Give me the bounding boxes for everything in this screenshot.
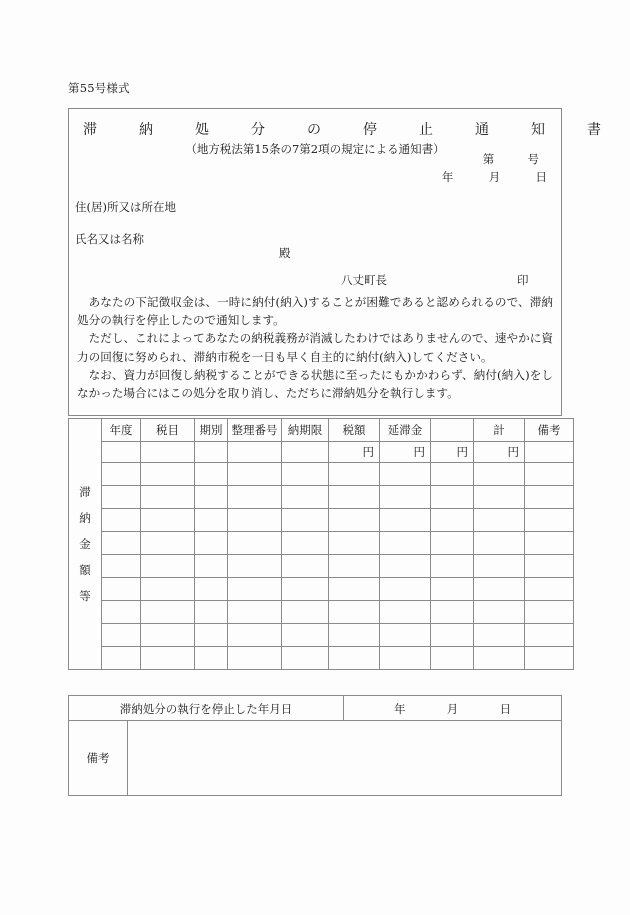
table-row[interactable]: [69, 463, 574, 486]
cell-due-date[interactable]: [282, 578, 329, 601]
unit-cell-period: [195, 442, 228, 463]
cell-tax-amount[interactable]: [329, 578, 380, 601]
cell-tax-item[interactable]: [141, 463, 195, 486]
body-paragraph-2: ただし、これによってあなたの納税義務が消滅したわけではありませんので、速やかに資力の回復に努められ、滞納市税を一日も早く自主的に納付(納入)してください。: [77, 331, 553, 364]
table-row[interactable]: [69, 509, 574, 532]
row-group-label-char-2: 納: [79, 511, 91, 525]
page-title: 滞 納 処 分 の 停 止 通 知 書: [83, 122, 615, 138]
cell-delinquency-charge[interactable]: [380, 555, 431, 578]
cell-period[interactable]: [195, 463, 228, 486]
cell-remarks[interactable]: [525, 555, 574, 578]
cell-remarks[interactable]: [525, 509, 574, 532]
unit-cell-remarks: [525, 442, 574, 463]
cell-total[interactable]: [474, 532, 525, 555]
delinquent-amount-table: [68, 418, 574, 670]
cell-tax-item[interactable]: [141, 601, 195, 624]
row-group-label-char-3: 金: [79, 537, 91, 551]
cell-blank[interactable]: [431, 463, 474, 486]
address-label: 住(居)所又は所在地: [75, 200, 176, 214]
cell-tax-amount[interactable]: [329, 647, 380, 670]
cell-fiscal-year[interactable]: [102, 532, 141, 555]
cell-period[interactable]: [195, 486, 228, 509]
table-row[interactable]: [69, 624, 574, 647]
cell-reference-number[interactable]: [228, 509, 282, 532]
cell-delinquency-charge[interactable]: [380, 463, 431, 486]
row-group-label: [69, 419, 102, 670]
name-label: 氏名又は名称: [75, 232, 144, 246]
suspension-date-row: [69, 696, 562, 723]
cell-blank[interactable]: [431, 624, 474, 647]
column-header-reference-number: 整理番号: [228, 419, 282, 442]
unit-cell-tax-item: [141, 442, 195, 463]
remarks-label: 備考: [69, 721, 128, 796]
date-day-label: 日: [535, 170, 547, 184]
cell-blank[interactable]: [431, 578, 474, 601]
cell-remarks[interactable]: [525, 647, 574, 670]
notice-body: [77, 293, 553, 402]
column-header-tax-amount: 税額: [329, 419, 380, 442]
cell-reference-number[interactable]: [228, 647, 282, 670]
cell-reference-number[interactable]: [228, 601, 282, 624]
cell-blank[interactable]: [431, 509, 474, 532]
body-paragraph-3: なお、資力が回復し納税することができる状態に至ったにもかかわらず、納付(納入)をしなかった場合にはこの処分を取り消し、ただちに滞納処分を執行します。: [77, 367, 553, 401]
cell-fiscal-year[interactable]: [102, 578, 141, 601]
cell-blank[interactable]: [431, 555, 474, 578]
cell-remarks[interactable]: [525, 463, 574, 486]
cell-due-date[interactable]: [282, 624, 329, 647]
table-row[interactable]: [69, 555, 574, 578]
unit-cell-tax-amount: 円: [329, 442, 380, 463]
cell-fiscal-year[interactable]: [102, 624, 141, 647]
cell-total[interactable]: [474, 624, 525, 647]
honorific-label: 殿: [279, 246, 291, 260]
column-header-remarks: 備考: [525, 419, 574, 442]
unit-cell-blank: 円: [431, 442, 474, 463]
cell-remarks[interactable]: [525, 578, 574, 601]
cell-blank[interactable]: [431, 647, 474, 670]
column-header-total: 計: [474, 419, 525, 442]
cell-reference-number[interactable]: [228, 486, 282, 509]
column-header-delinquency-charge: 延滞金: [380, 419, 431, 442]
unit-cell-total: 円: [474, 442, 525, 463]
cell-period[interactable]: [195, 624, 228, 647]
cell-delinquency-charge[interactable]: [380, 647, 431, 670]
page-subtitle: （地方税法第15条の7第2項の規定による通知書）: [185, 142, 445, 156]
unit-cell-fiscal-year: [102, 442, 141, 463]
cell-reference-number[interactable]: [228, 624, 282, 647]
suspension-month-label: 月: [446, 702, 459, 716]
row-group-label-char-5: 等: [79, 589, 91, 603]
table-header-row: [69, 419, 574, 442]
suspension-date-table-body: [69, 696, 562, 723]
cell-remarks[interactable]: [525, 532, 574, 555]
suspension-date-label: 滞納処分の執行を停止した年月日: [69, 696, 344, 723]
table-row[interactable]: [69, 578, 574, 601]
cell-tax-amount[interactable]: [329, 532, 380, 555]
cell-due-date[interactable]: [282, 601, 329, 624]
cell-tax-item[interactable]: [141, 486, 195, 509]
cell-delinquency-charge[interactable]: [380, 509, 431, 532]
column-header-blank: [431, 419, 474, 442]
cell-remarks[interactable]: [525, 486, 574, 509]
document-number-label: 第: [482, 152, 495, 166]
cell-period[interactable]: [195, 555, 228, 578]
row-group-label-char-4: 額: [79, 563, 91, 577]
cell-delinquency-charge[interactable]: [380, 532, 431, 555]
cell-remarks[interactable]: [525, 601, 574, 624]
seal-label: 印: [517, 273, 529, 287]
cell-reference-number[interactable]: [228, 532, 282, 555]
cell-fiscal-year[interactable]: [102, 601, 141, 624]
cell-reference-number[interactable]: [228, 578, 282, 601]
cell-tax-amount[interactable]: [329, 509, 380, 532]
cell-fiscal-year[interactable]: [102, 555, 141, 578]
suspension-day-label: 日: [499, 702, 512, 716]
body-paragraph-1: あなたの下記徴収金は、一時に納付(納入)することが困難であると認められるので、滞納処分の執行を停止したので通知します。: [77, 295, 553, 328]
cell-tax-item[interactable]: [141, 578, 195, 601]
cell-total[interactable]: [474, 463, 525, 486]
unit-cell-reference-number: [228, 442, 282, 463]
table-row[interactable]: [69, 647, 574, 670]
cell-total[interactable]: [474, 486, 525, 509]
currency-unit-row: [69, 442, 574, 463]
cell-total[interactable]: [474, 601, 525, 624]
cell-tax-item[interactable]: [141, 555, 195, 578]
cell-remarks[interactable]: [525, 624, 574, 647]
cell-fiscal-year[interactable]: [102, 509, 141, 532]
table-row[interactable]: [69, 532, 574, 555]
cell-tax-amount[interactable]: [329, 555, 380, 578]
cell-tax-item[interactable]: [141, 532, 195, 555]
column-header-due-date: 納期限: [282, 419, 329, 442]
cell-reference-number[interactable]: [228, 555, 282, 578]
cell-tax-amount[interactable]: [329, 463, 380, 486]
cell-blank[interactable]: [431, 486, 474, 509]
cell-due-date[interactable]: [282, 532, 329, 555]
unit-cell-due-date: [282, 442, 329, 463]
cell-tax-amount[interactable]: [329, 601, 380, 624]
cell-total[interactable]: [474, 555, 525, 578]
cell-due-date[interactable]: [282, 486, 329, 509]
cell-due-date[interactable]: [282, 463, 329, 486]
cell-delinquency-charge[interactable]: [380, 486, 431, 509]
document-number-line: [483, 151, 539, 167]
column-header-fiscal-year: 年度: [102, 419, 141, 442]
form-number: 第55号様式: [68, 81, 130, 95]
cell-tax-item[interactable]: [141, 509, 195, 532]
cell-blank[interactable]: [431, 532, 474, 555]
column-header-period: 期別: [195, 419, 228, 442]
issuer-label: 八丈町長: [341, 273, 387, 287]
cell-due-date[interactable]: [282, 509, 329, 532]
remarks-row: [69, 721, 562, 796]
cell-tax-item[interactable]: [141, 647, 195, 670]
unit-cell-delinquency-charge: 円: [380, 442, 431, 463]
cell-period[interactable]: [195, 509, 228, 532]
cell-tax-item[interactable]: [141, 624, 195, 647]
cell-delinquency-charge[interactable]: [380, 601, 431, 624]
cell-total[interactable]: [474, 578, 525, 601]
row-group-label-vertical: [69, 479, 101, 609]
cell-period[interactable]: [195, 647, 228, 670]
remarks-table: [68, 720, 562, 796]
delinquent-amount-table-body: [69, 419, 574, 670]
column-header-tax-item: 税目: [141, 419, 195, 442]
cell-reference-number[interactable]: [228, 463, 282, 486]
cell-period[interactable]: [195, 532, 228, 555]
suspension-year-label: 年: [393, 702, 406, 716]
cell-total[interactable]: [474, 509, 525, 532]
cell-fiscal-year[interactable]: [102, 486, 141, 509]
date-year-label: 年: [441, 170, 454, 184]
cell-due-date[interactable]: [282, 555, 329, 578]
document-date-line: [442, 169, 547, 185]
table-row[interactable]: [69, 486, 574, 509]
cell-fiscal-year[interactable]: [102, 463, 141, 486]
cell-total[interactable]: [474, 647, 525, 670]
cell-tax-amount[interactable]: [329, 624, 380, 647]
document-number-unit: 号: [527, 152, 539, 166]
cell-delinquency-charge[interactable]: [380, 578, 431, 601]
cell-delinquency-charge[interactable]: [380, 624, 431, 647]
date-month-label: 月: [488, 170, 501, 184]
remarks-table-body: [69, 721, 562, 796]
suspension-date-table: [68, 695, 562, 723]
cell-period[interactable]: [195, 601, 228, 624]
row-group-label-char-1: 滞: [79, 485, 91, 499]
cell-blank[interactable]: [431, 601, 474, 624]
cell-tax-amount[interactable]: [329, 486, 380, 509]
suspension-date-value[interactable]: [344, 696, 562, 723]
notice-header-frame: [68, 108, 615, 416]
table-row[interactable]: [69, 601, 574, 624]
cell-due-date[interactable]: [282, 647, 329, 670]
remarks-value[interactable]: [128, 721, 562, 796]
cell-fiscal-year[interactable]: [102, 647, 141, 670]
cell-period[interactable]: [195, 578, 228, 601]
